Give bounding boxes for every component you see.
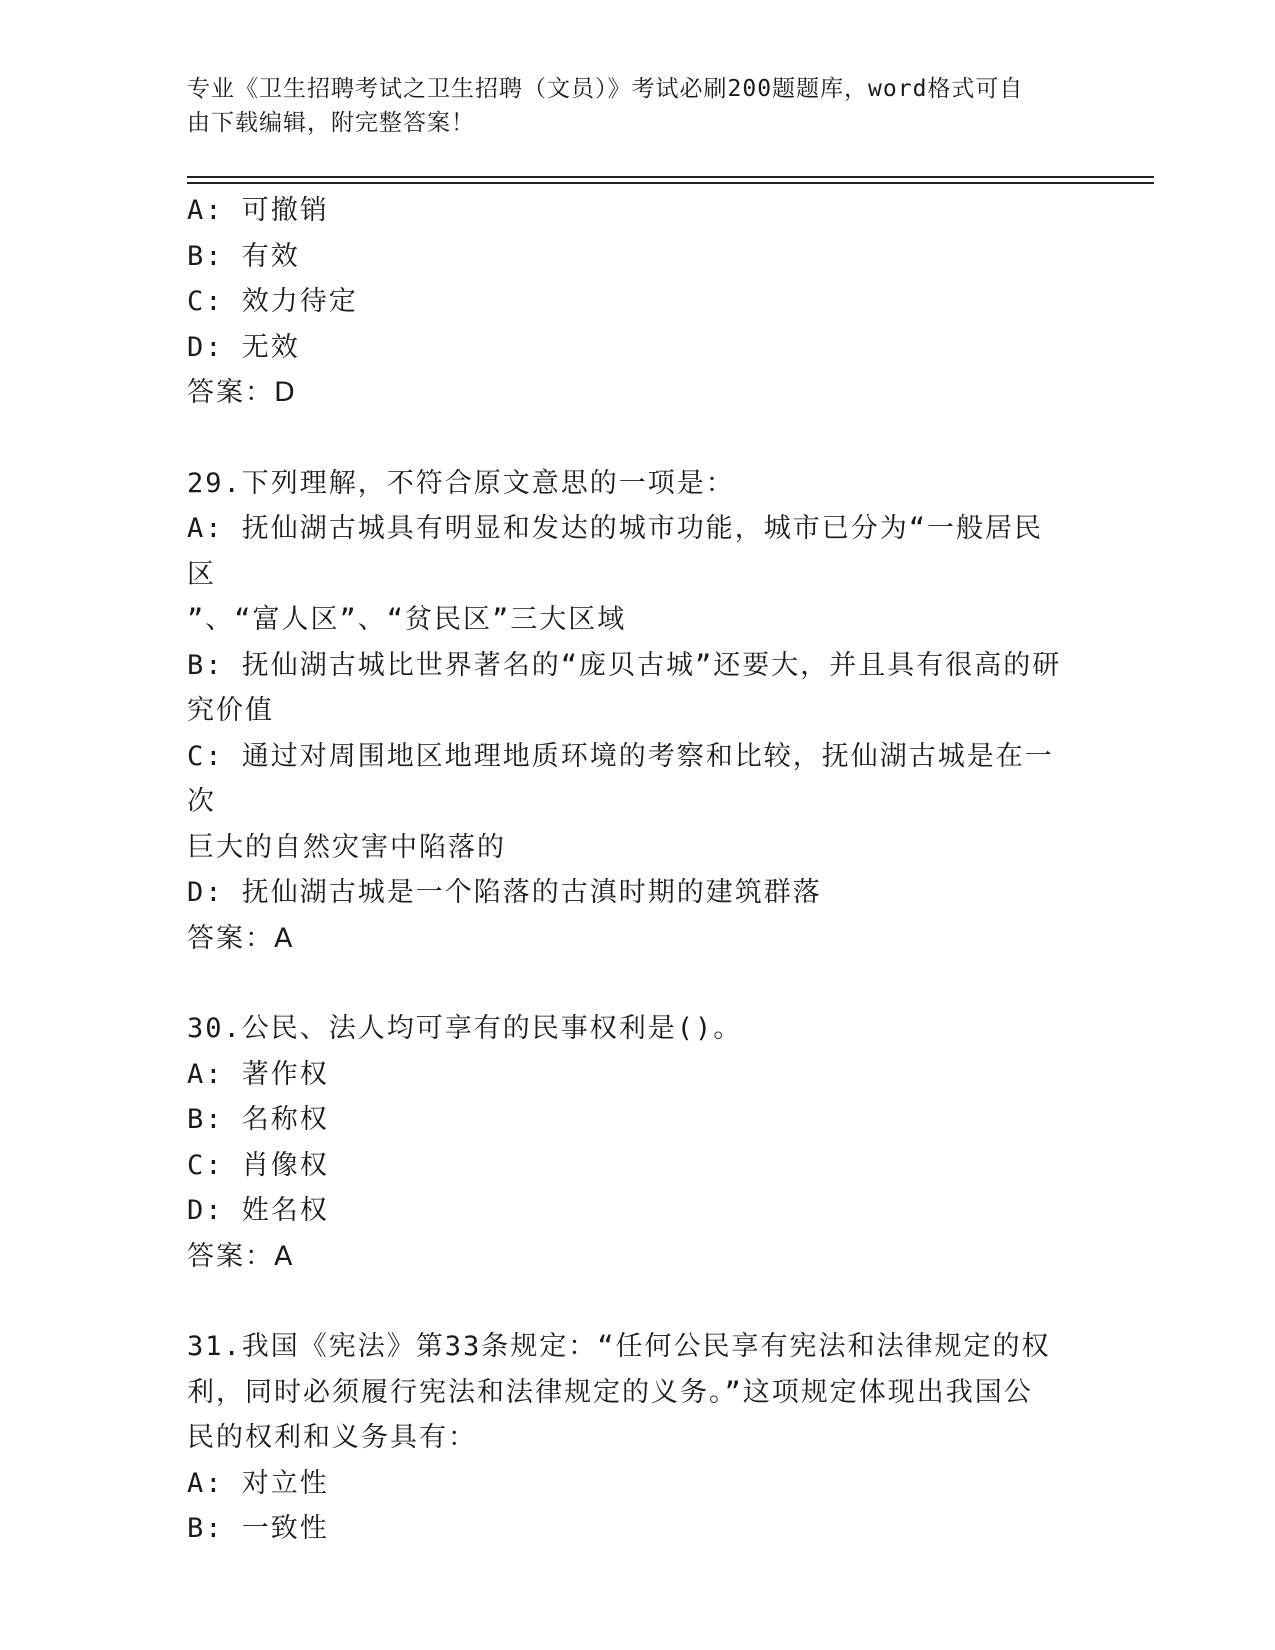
question-stem-line-3: 民的权利和义务具有：: [187, 1422, 477, 1453]
answer-line: 答案：A: [187, 1240, 295, 1272]
page-header: [187, 72, 1067, 140]
question-stem: 30.公民、法人均可享有的民事权利是()。: [187, 1013, 743, 1044]
question-28-options: [187, 188, 1067, 416]
option-d: D: 姓名权: [187, 1195, 329, 1226]
option-c-line-2: 巨大的自然灾害中陷落的: [187, 831, 506, 863]
spacer: [187, 416, 1067, 461]
option-b-line-1: B: 抚仙湖古城比世界著名的“庞贝古城”还要大，并且具有很高的研: [187, 649, 1062, 681]
question-29: [187, 461, 1067, 962]
question-stem-line-2: 利，同时必须履行宪法和法律规定的义务。”这项规定体现出我国公: [187, 1376, 1033, 1408]
answer-line: 答案：A: [187, 922, 295, 954]
spacer: [187, 961, 1067, 1006]
option-d: D: 抚仙湖古城是一个陷落的古滇时期的建筑群落: [187, 877, 822, 908]
option-c: C: 效力待定: [187, 286, 358, 317]
question-30: [187, 1006, 1067, 1279]
answer-line: 答案：D: [187, 377, 297, 408]
option-c-line-1: C: 通过对周围地区地理地质环境的考察和比较，抚仙湖古城是在一次: [187, 740, 1054, 817]
question-stem: 29.下列理解，不符合原文意思的一项是：: [187, 467, 735, 499]
header-rule-bottom: [187, 182, 1154, 184]
header-line-2: 由下载编辑，附完整答案！: [187, 110, 475, 136]
question-stem-line-1: 31.我国《宪法》第33条规定：“任何公民享有宪法和法律规定的权: [187, 1331, 1051, 1362]
option-a-line-1: A: 抚仙湖古城具有明显和发达的城市功能，城市已分为“一般居民区: [187, 513, 1044, 590]
option-b: B: 有效: [187, 240, 300, 272]
header-line-1: 专业《卫生招聘考试之卫生招聘（文员）》考试必刷200题题库，word格式可自: [187, 76, 1024, 102]
option-a: A: 著作权: [187, 1058, 329, 1090]
option-c: C: 肖像权: [187, 1149, 329, 1181]
spacer: [187, 1279, 1067, 1324]
header-rule-top: [187, 176, 1154, 178]
document-body: [187, 188, 1067, 1552]
option-b: B: 名称权: [187, 1104, 329, 1135]
option-a: A: 可撤销: [187, 195, 329, 226]
question-31: [187, 1324, 1067, 1552]
option-d: D: 无效: [187, 331, 300, 363]
option-a: A: 对立性: [187, 1467, 329, 1499]
option-b-line-2: 究价值: [187, 695, 274, 726]
option-a-line-2: ”、“富人区”、“贫民区”三大区域: [187, 604, 627, 635]
option-b: B: 一致性: [187, 1513, 329, 1544]
